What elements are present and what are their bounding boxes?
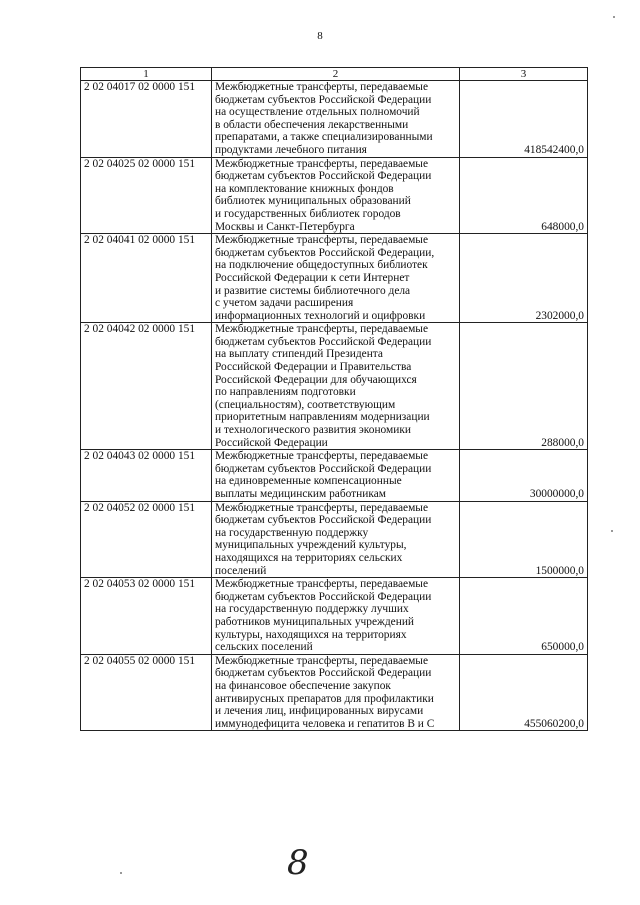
column-header-amount: 3: [460, 68, 588, 81]
budget-code: 2 02 04025 02 0000 151: [81, 157, 212, 234]
transfer-description: Межбюджетные трансферты, передаваемые бюджетам субъектов Российской Федерации на осуществление отдельных полномочий в области обеспечения лекарственными препаратами, а также специализированными продуктами лечебного питания: [212, 81, 460, 158]
column-header-description: 2: [212, 68, 460, 81]
budget-code: 2 02 04055 02 0000 151: [81, 654, 212, 731]
table-row: [81, 578, 588, 655]
budget-transfers-table: [80, 67, 588, 731]
column-header-code: 1: [81, 68, 212, 81]
budget-code: 2 02 04041 02 0000 151: [81, 234, 212, 323]
transfer-amount: 648000,0: [460, 157, 588, 234]
transfer-amount: 2302000,0: [460, 234, 588, 323]
scan-speck: [611, 530, 613, 532]
transfer-description: Межбюджетные трансферты, передаваемые бюджетам субъектов Российской Федерации на единовременные компенсационные выплаты медицинским работникам: [212, 450, 460, 501]
budget-code: 2 02 04053 02 0000 151: [81, 578, 212, 655]
transfer-description: Межбюджетные трансферты, передаваемые бюджетам субъектов Российской Федерации, на подключение общедоступных библиотек Российской Федерации к сети Интернет и развитие системы библиотечного дела с учетом задачи расширения информационных технологий и оцифровки: [212, 234, 460, 323]
transfer-amount: 1500000,0: [460, 501, 588, 578]
budget-code: 2 02 04017 02 0000 151: [81, 81, 212, 158]
transfer-amount: 288000,0: [460, 323, 588, 450]
page-number: 8: [317, 30, 323, 42]
table-row: [81, 323, 588, 450]
budget-code: 2 02 04042 02 0000 151: [81, 323, 212, 450]
transfer-description: Межбюджетные трансферты, передаваемые бюджетам субъектов Российской Федерации на государственную поддержку лучших работников муниципальных учреждений культуры, находящихся на территориях сельских поселений: [212, 578, 460, 655]
table-row: [81, 501, 588, 578]
table-header-row: [81, 68, 588, 81]
table-row: [81, 234, 588, 323]
transfer-amount: 650000,0: [460, 578, 588, 655]
transfer-description: Межбюджетные трансферты, передаваемые бюджетам субъектов Российской Федерации на государственную поддержку муниципальных учреждений культуры, находящихся на территориях сельских поселений: [212, 501, 460, 578]
table-row: [81, 81, 588, 158]
transfer-amount: 418542400,0: [460, 81, 588, 158]
transfer-amount: 30000000,0: [460, 450, 588, 501]
transfer-description: Межбюджетные трансферты, передаваемые бюджетам субъектов Российской Федерации на выплату стипендий Президента Российской Федерации и Правительства Российской Федерации для обучающихся по направлениям подготовки (специальностям), соответствующим приоритетным направлениям модернизации и технологического развития экономики Российской Федерации: [212, 323, 460, 450]
table-row: [81, 654, 588, 731]
scan-speck: [613, 16, 615, 18]
budget-code: 2 02 04052 02 0000 151: [81, 501, 212, 578]
table-row: [81, 157, 588, 234]
transfer-description: Межбюджетные трансферты, передаваемые бюджетам субъектов Российской Федерации на финансовое обеспечение закупок антивирусных препаратов для профилактики и лечения лиц, инфицированных вирусами иммунодефицита человека и гепатитов В и С: [212, 654, 460, 731]
scan-speck: [120, 872, 122, 874]
transfer-description: Межбюджетные трансферты, передаваемые бюджетам субъектов Российской Федерации на комплектование книжных фондов библиотек муниципальных образований и государственных библиотек городов Москвы и Санкт-Петербурга: [212, 157, 460, 234]
transfer-amount: 455060200,0: [460, 654, 588, 731]
budget-code: 2 02 04043 02 0000 151: [81, 450, 212, 501]
handwritten-page-number: 8: [287, 843, 309, 883]
table-row: [81, 450, 588, 501]
